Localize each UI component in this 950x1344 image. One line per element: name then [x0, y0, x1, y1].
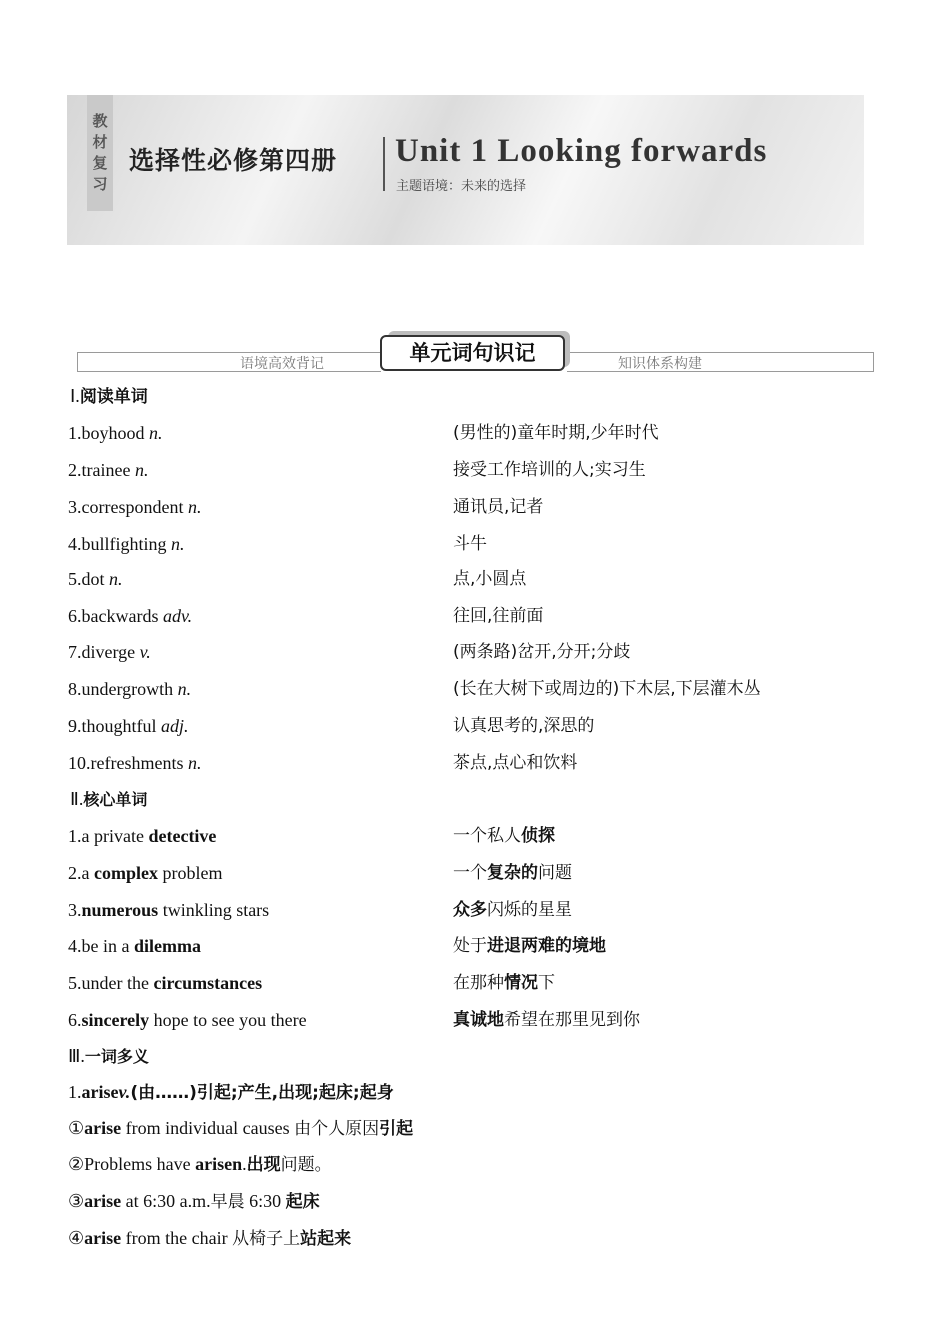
list-item: [68, 421, 163, 445]
title-divider: [383, 137, 385, 191]
meaning: (男性的)童年时期,少年时代: [453, 423, 659, 443]
item-number: 4.: [68, 534, 82, 554]
example-sentence: [68, 1189, 320, 1214]
word: undergrowth: [81, 679, 174, 699]
polysemy-heading: [68, 1044, 149, 1069]
list-item: [68, 751, 201, 775]
key-meaning: 真诚地: [453, 1010, 504, 1030]
example-translation: 从椅子上: [232, 1229, 301, 1249]
key-word: circumstances: [153, 973, 263, 993]
meaning-text: 处于: [453, 936, 487, 956]
meaning-text: 闪烁的星星: [487, 900, 572, 920]
example-marker: ②: [68, 1154, 85, 1174]
meaning-text: 下: [538, 973, 555, 993]
meaning-text: 在那种: [453, 973, 504, 993]
example-sentence: [68, 1152, 332, 1177]
item-number: 1.: [68, 1082, 82, 1102]
list-item: [68, 532, 185, 556]
example-translation: 问题。: [280, 1155, 332, 1175]
chapter-banner: [67, 95, 864, 245]
theme-context: 主题语境：未来的选择: [396, 179, 527, 194]
part-of-speech: n.: [177, 679, 192, 699]
list-item: [68, 458, 148, 482]
item-number: 3.: [68, 900, 82, 920]
part-of-speech: n.: [134, 460, 149, 480]
item-number: 7.: [68, 642, 82, 662]
item-number: 10.: [68, 753, 91, 773]
phrase-text: problem: [157, 863, 223, 883]
example-sentence: [68, 1116, 413, 1141]
meaning: (长在大树下或周边的)下木层,下层灌木丛: [453, 679, 761, 699]
item-number: 5.: [68, 973, 82, 993]
list-item: [68, 971, 262, 995]
item-number: 2.: [68, 460, 82, 480]
phrase-text: twinkling stars: [158, 900, 270, 920]
meaning: 点,小圆点: [453, 569, 527, 589]
part-of-speech: n.: [187, 753, 202, 773]
word: bullfighting: [81, 534, 167, 554]
key-word: arise: [84, 1191, 122, 1211]
meaning: [453, 934, 606, 958]
section-left-subtitle: 语境高效背记: [240, 357, 324, 372]
list-item: [68, 677, 191, 701]
part-of-speech: n.: [187, 497, 202, 517]
example-translation: 早晨: [210, 1192, 245, 1212]
list-item: [68, 934, 201, 958]
key-meaning: 进退两难的境地: [487, 936, 606, 956]
item-number: 2.: [68, 863, 82, 883]
item-number: 4.: [68, 936, 82, 956]
meaning-text: 一个: [453, 863, 487, 883]
key-meaning: 情况: [504, 973, 538, 993]
key-word: arise: [81, 1082, 119, 1102]
item-number: 1.: [68, 826, 82, 846]
example-text: from individual causes: [121, 1118, 295, 1138]
example-time: 6:30: [244, 1191, 286, 1211]
meaning: 接受工作培训的人;实习生: [453, 460, 646, 480]
part-of-speech: v.: [139, 642, 151, 662]
meaning-text: 希望在那里见到你: [504, 1010, 640, 1030]
key-meaning: 复杂的: [487, 863, 538, 883]
item-number: 9.: [68, 716, 82, 736]
heading-number: Ⅱ.: [70, 789, 84, 809]
list-item: [68, 604, 192, 628]
key-word: arisen: [195, 1154, 243, 1174]
part-of-speech: n.: [149, 423, 163, 443]
example-marker: ①: [68, 1118, 85, 1138]
key-meaning: 众多: [453, 900, 487, 920]
reading-words-heading: [70, 384, 148, 409]
key-word: numerous: [81, 900, 159, 920]
word: trainee: [81, 460, 131, 480]
phrase-text: under the: [81, 973, 154, 993]
key-word: arise: [84, 1228, 122, 1248]
example-translation: 由个人原因: [294, 1119, 380, 1139]
word: correspondent: [81, 497, 184, 517]
core-words-heading: [70, 787, 147, 812]
word: dot: [81, 569, 105, 589]
example-text: Problems have: [84, 1154, 196, 1174]
heading-text: 阅读单词: [79, 387, 148, 407]
item-number: 1.: [68, 423, 82, 443]
phrase-text: a private: [81, 826, 149, 846]
meaning: 斗牛: [453, 534, 487, 554]
example-text: at 6:30 a.m.: [121, 1191, 211, 1211]
entry-meaning: (由……)引起;产生,出现;起床;起身: [130, 1083, 394, 1103]
key-word: dilemma: [133, 936, 201, 956]
list-item: [68, 495, 201, 519]
example-marker: ④: [68, 1228, 85, 1248]
section-title: 单元词句识记: [380, 335, 565, 371]
meaning: 认真思考的,深思的: [453, 716, 595, 736]
list-item: [68, 824, 216, 848]
section-right-subtitle: 知识体系构建: [618, 357, 702, 372]
word: diverge: [81, 642, 136, 662]
book-title: 选择性必修第四册: [129, 146, 338, 175]
example-sentence: [68, 1226, 351, 1251]
textbook-review-tab: [87, 95, 113, 211]
side-tab-char: 习: [92, 175, 108, 193]
key-meaning: 站起来: [300, 1229, 352, 1249]
key-meaning: 出现: [246, 1155, 281, 1175]
part-of-speech: n.: [171, 534, 185, 554]
phrase-text: be in a: [81, 936, 134, 956]
heading-text: 一词多义: [84, 1047, 149, 1066]
word: boyhood: [81, 423, 145, 443]
part-of-speech: v.: [118, 1082, 131, 1102]
polysemy-entry: [68, 1080, 394, 1105]
heading-number: Ⅲ.: [68, 1046, 85, 1066]
item-number: 5.: [68, 569, 82, 589]
phrase-text: a: [81, 863, 94, 883]
meaning: (两条路)岔开,分开;分歧: [453, 642, 631, 662]
meaning: 通讯员,记者: [453, 497, 544, 517]
example-text: from the chair: [121, 1228, 233, 1248]
key-meaning: 侦探: [521, 826, 555, 846]
list-item: [68, 861, 222, 885]
heading-text: 核心单词: [83, 790, 148, 809]
side-tab-char: 教: [92, 112, 108, 130]
section-rule-right: [567, 352, 874, 372]
unit-title: Unit 1 Looking forwards: [395, 133, 768, 169]
example-marker: ③: [68, 1191, 85, 1211]
key-meaning: 起床: [285, 1192, 320, 1212]
meaning: [453, 971, 555, 995]
word: refreshments: [90, 753, 184, 773]
part-of-speech: adv.: [162, 606, 193, 626]
word: thoughtful: [81, 716, 157, 736]
meaning: [453, 1008, 640, 1032]
meaning: 往回,往前面: [453, 606, 544, 626]
phrase-text: hope to see you there: [149, 1010, 307, 1030]
list-item: [68, 640, 151, 664]
meaning: [453, 824, 555, 848]
side-tab-char: 复: [92, 154, 108, 172]
key-word: detective: [148, 826, 217, 846]
item-number: 3.: [68, 497, 82, 517]
meaning: 茶点,点心和饮料: [453, 753, 578, 773]
key-word: arise: [84, 1118, 122, 1138]
heading-number: Ⅰ.: [70, 386, 80, 406]
meaning: [453, 861, 572, 885]
list-item: [68, 898, 269, 922]
example-text: .: [242, 1154, 247, 1174]
word: backwards: [81, 606, 159, 626]
list-item: [68, 714, 189, 738]
meaning: [453, 898, 572, 922]
list-item: [68, 1008, 307, 1032]
key-word: complex: [94, 863, 158, 883]
key-word: sincerely: [81, 1010, 150, 1030]
key-meaning: 引起: [379, 1119, 414, 1139]
meaning-text: 问题: [538, 863, 572, 883]
side-tab-char: 材: [92, 133, 108, 151]
item-number: 6.: [68, 1010, 82, 1030]
part-of-speech: n.: [109, 569, 123, 589]
meaning-text: 一个私人: [453, 826, 521, 846]
item-number: 6.: [68, 606, 82, 626]
part-of-speech: adj.: [161, 716, 189, 736]
list-item: [68, 567, 123, 591]
item-number: 8.: [68, 679, 82, 699]
section-rule-left: [77, 352, 381, 372]
